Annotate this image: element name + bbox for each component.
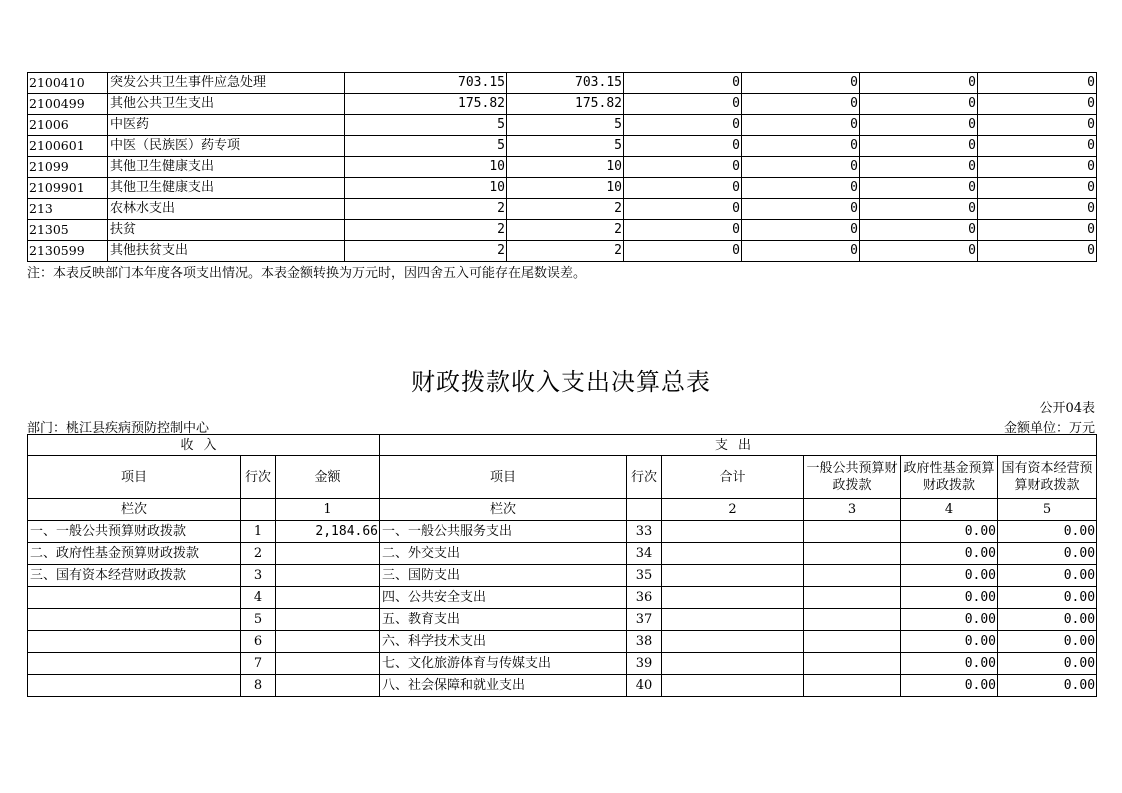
function-code: 2130599 [28,241,108,262]
amount-cell: 0 [624,178,742,199]
expense-general-budget [804,521,901,543]
amount-cell: 0 [742,241,860,262]
amount-cell: 2 [345,241,507,262]
function-code: 21006 [28,115,108,136]
function-name: 中医药 [108,115,345,136]
income-item [28,587,241,609]
amount-cell: 0 [978,241,1097,262]
amount-cell: 0 [860,73,978,94]
table-row [28,136,1097,157]
expense-item: 四、公共安全支出 [380,587,627,609]
expense-gov-fund: 0.00 [901,653,998,675]
expense-line-no: 34 [627,543,662,565]
expense-gov-fund: 0.00 [901,631,998,653]
amount-cell: 0 [624,241,742,262]
col-index-label-left: 栏次 [28,499,241,521]
amount-cell: 10 [345,157,507,178]
expense-item: 二、外交支出 [380,543,627,565]
amount-cell: 2 [345,199,507,220]
table-row [28,94,1097,115]
expense-line-no: 33 [627,521,662,543]
amount-cell: 0 [624,115,742,136]
col-index-1: 1 [276,499,380,521]
expense-total [662,543,804,565]
income-item [28,653,241,675]
expense-item: 八、社会保障和就业支出 [380,675,627,697]
income-item: 三、国有资本经营财政拨款 [28,565,241,587]
amount-cell: 0 [860,157,978,178]
expense-gov-fund: 0.00 [901,675,998,697]
amount-cell: 0 [860,136,978,157]
amount-cell: 10 [507,157,624,178]
income-item [28,675,241,697]
function-name: 其他扶贫支出 [108,241,345,262]
expense-total [662,675,804,697]
expense-item: 七、文化旅游体育与传媒支出 [380,653,627,675]
amount-cell: 10 [507,178,624,199]
amount-cell: 0 [860,199,978,220]
expense-state-capital: 0.00 [998,631,1097,653]
income-line-no: 5 [241,609,276,631]
expense-general-budget [804,587,901,609]
table-row [28,653,1097,675]
expense-total [662,587,804,609]
amount-cell: 0 [742,94,860,115]
income-amount [276,631,380,653]
table-row [28,178,1097,199]
header-state-capital: 国有资本经营预算财政拨款 [998,456,1097,499]
table-row [28,631,1097,653]
income-line-no: 6 [241,631,276,653]
amount-cell: 0 [624,94,742,115]
function-code: 21305 [28,220,108,241]
amount-cell: 0 [624,220,742,241]
col-index-5: 5 [998,499,1097,521]
income-amount [276,543,380,565]
income-item: 一、一般公共预算财政拨款 [28,521,241,543]
function-name: 中医（民族医）药专项 [108,136,345,157]
amount-cell: 5 [507,115,624,136]
table-row [28,609,1097,631]
header-income-amount: 金额 [276,456,380,499]
income-line-no: 2 [241,543,276,565]
amount-cell: 0 [860,241,978,262]
amount-cell: 0 [624,136,742,157]
function-name: 其他公共卫生支出 [108,94,345,115]
expense-state-capital: 0.00 [998,565,1097,587]
table-row [28,565,1097,587]
col-index-label-right: 栏次 [380,499,627,521]
expense-line-no: 37 [627,609,662,631]
expense-state-capital: 0.00 [998,587,1097,609]
function-code: 2100601 [28,136,108,157]
amount-cell: 0 [624,199,742,220]
table-row [28,157,1097,178]
expense-item: 五、教育支出 [380,609,627,631]
amount-cell: 0 [860,220,978,241]
expense-line-no: 39 [627,653,662,675]
function-code: 21099 [28,157,108,178]
expense-total [662,631,804,653]
expense-general-budget [804,653,901,675]
amount-cell: 2 [507,241,624,262]
amount-cell: 0 [624,73,742,94]
expense-gov-fund: 0.00 [901,565,998,587]
function-code: 2100499 [28,94,108,115]
expense-state-capital: 0.00 [998,653,1097,675]
expense-state-capital: 0.00 [998,543,1097,565]
form-number: 公开04表 [1039,401,1095,416]
income-item [28,609,241,631]
expense-line-no: 36 [627,587,662,609]
expense-item: 三、国防支出 [380,565,627,587]
expense-total [662,609,804,631]
expense-general-budget [804,609,901,631]
income-section-header: 收入 [28,435,380,456]
table-row [28,521,1097,543]
page-title: 财政拨款收入支出决算总表 [411,368,711,396]
header-expense-item: 项目 [380,456,627,499]
amount-unit-label: 金额单位：万元 [1003,421,1095,436]
table-row [28,675,1097,697]
header-total: 合计 [662,456,804,499]
expense-gov-fund: 0.00 [901,587,998,609]
income-line-no: 1 [241,521,276,543]
header-income-line: 行次 [241,456,276,499]
amount-cell: 0 [978,199,1097,220]
amount-cell: 175.82 [507,94,624,115]
amount-cell: 0 [742,157,860,178]
function-name: 扶贫 [108,220,345,241]
income-amount [276,675,380,697]
table-row [28,587,1097,609]
header-gov-fund: 政府性基金预算财政拨款 [901,456,998,499]
amount-cell: 0 [624,157,742,178]
table-row [28,241,1097,262]
amount-cell: 0 [978,220,1097,241]
table-row [28,115,1097,136]
amount-cell: 0 [742,115,860,136]
function-name: 其他卫生健康支出 [108,178,345,199]
function-name: 农林水支出 [108,199,345,220]
table-row [28,199,1097,220]
amount-cell: 175.82 [345,94,507,115]
amount-cell: 2 [507,199,624,220]
expense-gov-fund: 0.00 [901,609,998,631]
expense-total [662,653,804,675]
amount-cell: 5 [345,136,507,157]
amount-cell: 0 [742,178,860,199]
income-amount [276,565,380,587]
amount-cell: 0 [860,115,978,136]
amount-cell: 0 [742,199,860,220]
table-note: 注：本表反映部门本年度各项支出情况。本表金额转换为万元时，因四舍五入可能存在尾数误差。 [27,266,587,281]
header-general-budget: 一般公共预算财政拨款 [804,456,901,499]
expense-item: 六、科学技术支出 [380,631,627,653]
amount-cell: 0 [860,178,978,199]
amount-cell: 0 [978,178,1097,199]
amount-cell: 10 [345,178,507,199]
amount-cell: 5 [507,136,624,157]
amount-cell: 0 [742,136,860,157]
function-code: 213 [28,199,108,220]
expense-gov-fund: 0.00 [901,521,998,543]
income-item [28,631,241,653]
expense-section-header: 支出 [380,435,1097,456]
function-code: 2109901 [28,178,108,199]
expense-line-no: 40 [627,675,662,697]
function-name: 突发公共卫生事件应急处理 [108,73,345,94]
amount-cell: 0 [978,136,1097,157]
amount-cell: 0 [742,73,860,94]
expense-line-no: 35 [627,565,662,587]
income-line-no: 7 [241,653,276,675]
expense-state-capital: 0.00 [998,675,1097,697]
income-line-no: 8 [241,675,276,697]
col-index-2: 2 [662,499,804,521]
table-row [28,220,1097,241]
expense-total [662,565,804,587]
amount-cell: 0 [742,220,860,241]
expense-gov-fund: 0.00 [901,543,998,565]
expense-item: 一、一般公共服务支出 [380,521,627,543]
expense-total [662,521,804,543]
income-amount [276,609,380,631]
amount-cell: 0 [978,94,1097,115]
department-label: 部门：桃江县疾病预防控制中心 [27,421,210,436]
function-code: 2100410 [28,73,108,94]
income-line-no: 4 [241,587,276,609]
amount-cell: 5 [345,115,507,136]
col-index-4: 4 [901,499,998,521]
income-amount: 2,184.66 [276,521,380,543]
income-item: 二、政府性基金预算财政拨款 [28,543,241,565]
expense-general-budget [804,543,901,565]
amount-cell: 0 [978,73,1097,94]
amount-cell: 0 [978,115,1097,136]
income-line-no: 3 [241,565,276,587]
expense-general-budget [804,675,901,697]
amount-cell: 0 [860,94,978,115]
expense-state-capital: 0.00 [998,521,1097,543]
table-row [28,73,1097,94]
table-row [28,543,1097,565]
expense-line-no: 38 [627,631,662,653]
fiscal-summary-table [27,434,1097,697]
header-income-item: 项目 [28,456,241,499]
expense-general-budget [804,565,901,587]
amount-cell: 0 [978,157,1097,178]
col-index-3: 3 [804,499,901,521]
function-name: 其他卫生健康支出 [108,157,345,178]
expense-state-capital: 0.00 [998,609,1097,631]
amount-cell: 2 [507,220,624,241]
expense-general-budget [804,631,901,653]
header-expense-line: 行次 [627,456,662,499]
expenditure-detail-table [27,72,1097,262]
amount-cell: 703.15 [507,73,624,94]
income-amount [276,587,380,609]
amount-cell: 703.15 [345,73,507,94]
amount-cell: 2 [345,220,507,241]
income-amount [276,653,380,675]
